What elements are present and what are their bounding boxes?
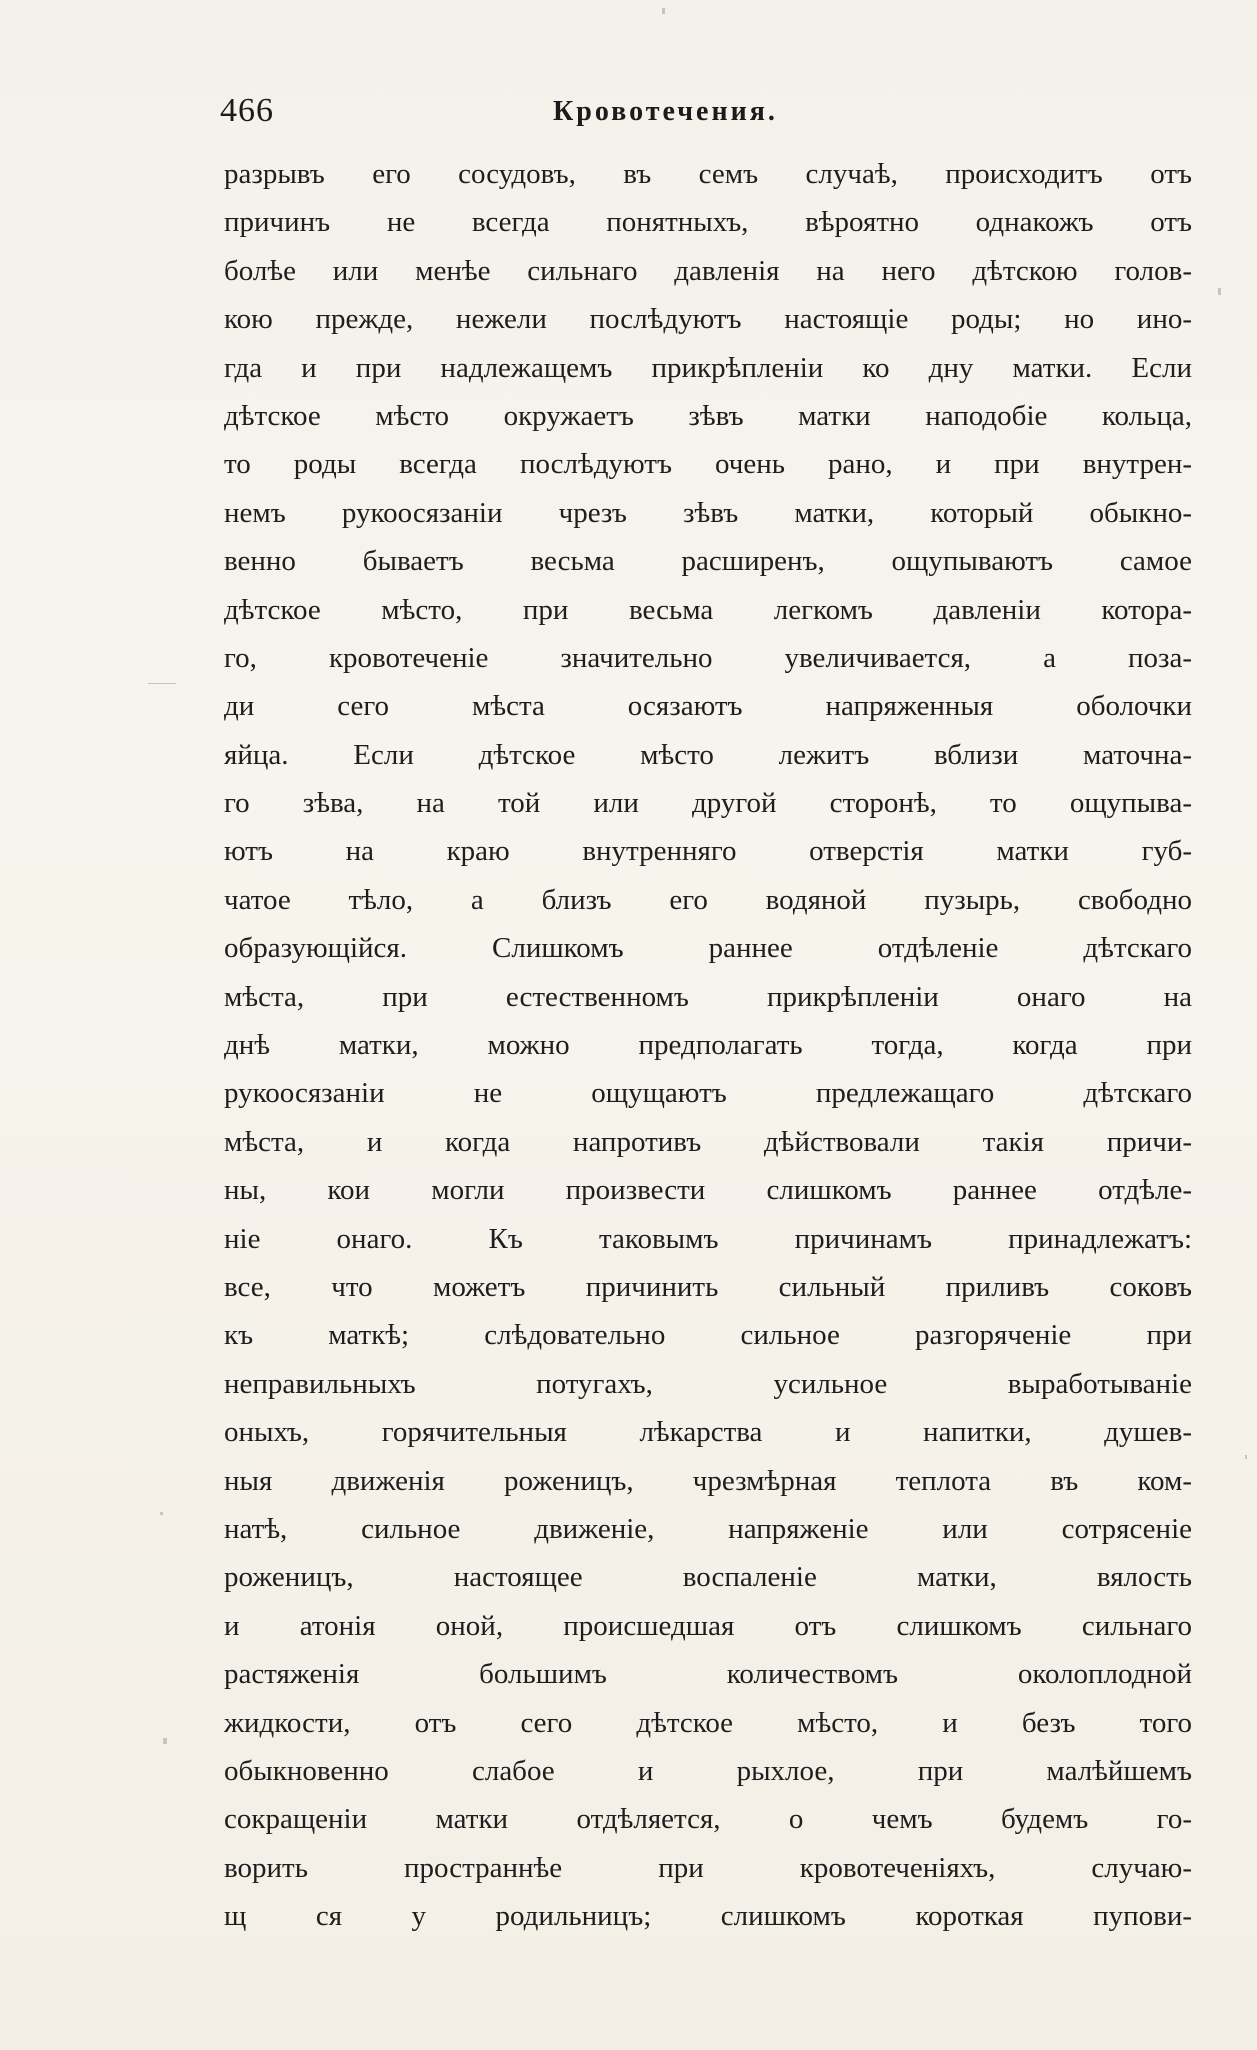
text-line: ворить пространнѣе при кровотеченіяхъ, случаю- <box>224 1851 1192 1884</box>
paper-speck <box>1245 1455 1247 1459</box>
text-line: обыкновенно слабое и рыхлое, при малѣйшемъ <box>224 1754 1192 1787</box>
text-line: рукоосязаніи не ощущаютъ предлежащаго дѣтскаго <box>224 1077 1192 1110</box>
text-line: ны, кои могли произвести слишкомъ раннее отдѣле- <box>224 1174 1192 1207</box>
text-line: разрывъ его сосудовъ, въ семъ случаѣ, происходитъ отъ <box>224 158 1192 190</box>
text-line: дѣтское мѣсто, при весьма легкомъ давленіи котора- <box>224 593 1192 626</box>
text-line: роженицъ, настоящее воспаленіе матки, вялость <box>224 1561 1192 1594</box>
text-line: оныхъ, горячительныя лѣкарства и напитки, душев- <box>224 1416 1192 1449</box>
paper-speck <box>163 1738 167 1744</box>
paper-speck <box>160 1512 163 1515</box>
text-line: жидкости, отъ сего дѣтское мѣсто, и безъ того <box>224 1706 1192 1739</box>
page-header <box>220 92 1230 132</box>
text-line: ныя движенія роженицъ, чрезмѣрная теплота въ ком- <box>224 1464 1192 1497</box>
paper-speck <box>148 683 176 684</box>
page-number: 466 <box>220 92 274 129</box>
text-line: мѣста, и когда напротивъ дѣйствовали такія причи- <box>224 1125 1192 1158</box>
paper-speck <box>1218 288 1221 295</box>
text-line: мѣста, при естественномъ прикрѣпленіи онаго на <box>224 980 1192 1013</box>
text-line: неправильныхъ потугахъ, усильное выработываніе <box>224 1367 1192 1400</box>
text-line: образующійся. Слишкомъ раннее отдѣленіе дѣтскаго <box>224 932 1192 965</box>
text-line: яйца. Если дѣтское мѣсто лежитъ вблизи маточна- <box>224 738 1192 771</box>
text-line: натѣ, сильное движеніе, напряженіе или сотрясеніе <box>224 1512 1192 1545</box>
text-line: днѣ матки, можно предполагать тогда, когда при <box>224 1029 1192 1062</box>
text-line: ніе онаго. Къ таковымъ причинамъ принадлежатъ: <box>224 1222 1192 1255</box>
text-line: кою прежде, нежели послѣдуютъ настоящіе роды; но ино- <box>224 303 1192 336</box>
text-line: растяженія большимъ количествомъ околоплодной <box>224 1658 1192 1691</box>
text-line: болѣе или менѣе сильнаго давленія на него дѣтскою голов- <box>224 254 1192 287</box>
text-line: щ ся у родильницъ; слишкомъ короткая пупови- <box>224 1900 1192 1933</box>
text-line: причинъ не всегда понятныхъ, вѣроятно однакожъ отъ <box>224 206 1192 239</box>
text-line: ди сего мѣста осязаютъ напряженныя оболочки <box>224 690 1192 723</box>
text-line: венно бываетъ весьма расширенъ, ощупываютъ самое <box>224 545 1192 578</box>
body-text <box>224 150 1192 1940</box>
text-line: дѣтское мѣсто окружаетъ зѣвъ матки наподобіе кольца, <box>224 399 1192 432</box>
text-line: го зѣва, на той или другой сторонѣ, то ощупыва- <box>224 787 1192 820</box>
text-line: сокращеніи матки отдѣляется, о чемъ будемъ го- <box>224 1803 1192 1836</box>
text-line: немъ рукоосязаніи чрезъ зѣвъ матки, который обыкно- <box>224 496 1192 529</box>
text-line: го, кровотеченіе значительно увеличивается, а поза- <box>224 641 1192 674</box>
running-head: Кровотечения. <box>553 96 778 127</box>
paper-speck <box>662 8 665 14</box>
text-line: чатое тѣло, а близъ его водяной пузырь, свободно <box>224 883 1192 916</box>
text-line: и атонія оной, происшедшая отъ слишкомъ сильнаго <box>224 1609 1192 1642</box>
text-line: все, что можетъ причинить сильный приливъ соковъ <box>224 1270 1192 1303</box>
text-line: ютъ на краю внутренняго отверстія матки губ- <box>224 835 1192 868</box>
text-line: то роды всегда послѣдуютъ очень рано, и при внутрен- <box>224 448 1192 481</box>
text-line: гда и при надлежащемъ прикрѣпленіи ко дну матки. Если <box>224 351 1192 384</box>
text-line: къ маткѣ; слѣдовательно сильное разгоряченіе при <box>224 1319 1192 1352</box>
